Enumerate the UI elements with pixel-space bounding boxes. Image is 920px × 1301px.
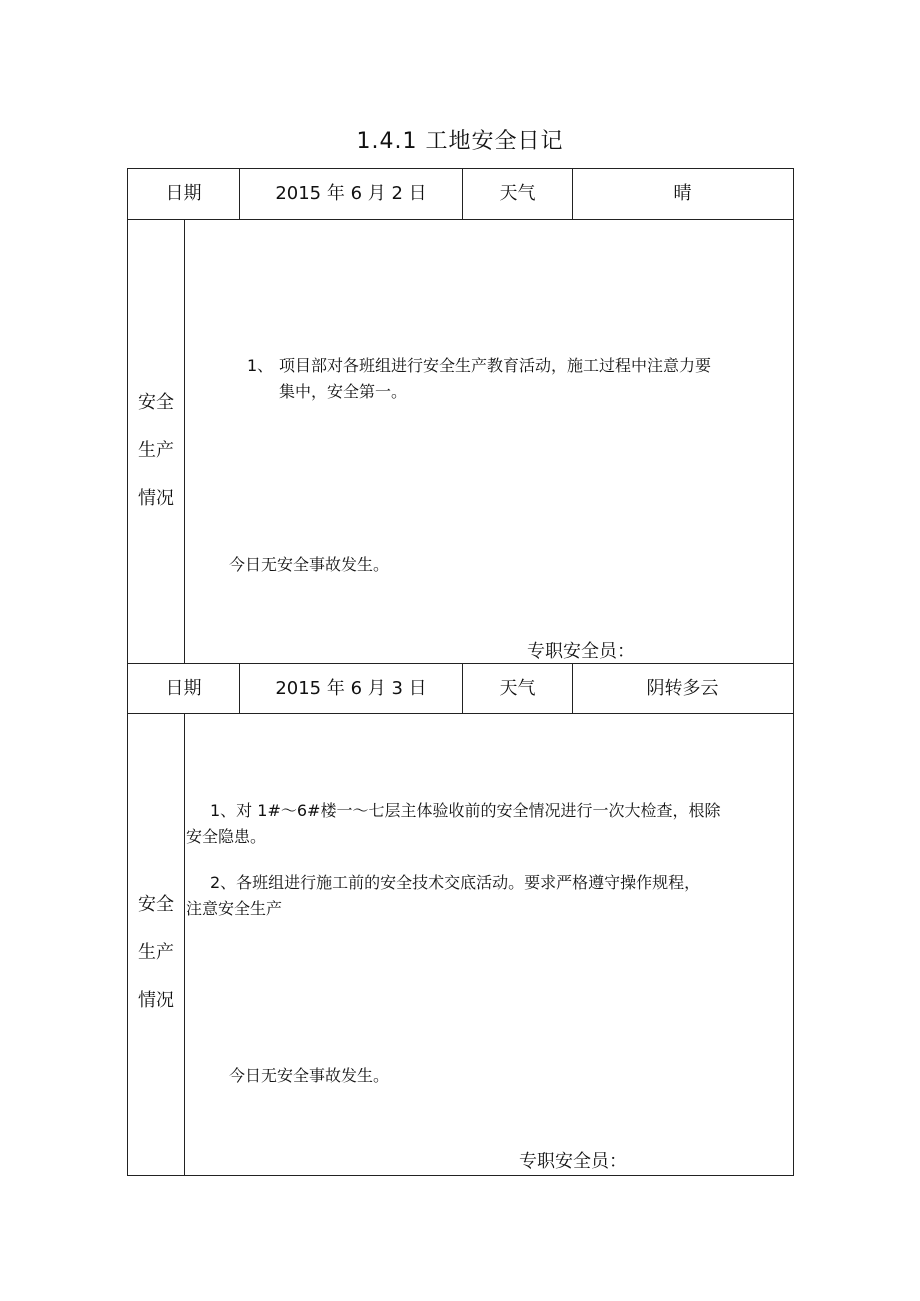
weather-value: 阴转多云	[646, 678, 719, 699]
list-item-text: 项目部对各班组进行安全生产教育活动，施工过程中注意力要	[279, 356, 712, 375]
row-divider	[127, 713, 793, 714]
row-divider	[127, 663, 793, 664]
list-item-text: 安全隐患。	[186, 827, 267, 846]
weather-value: 晴	[673, 183, 692, 204]
section-label-line: 安全	[138, 392, 174, 413]
weather-label: 天气	[499, 183, 536, 204]
list-item-text: 注意安全生产	[186, 899, 283, 918]
page-title: 1.4.1 工地安全日记	[356, 129, 564, 154]
list-item-text: 2、各班组进行施工前的安全技术交底活动。要求严格遵守操作规程，	[210, 873, 701, 892]
section-label	[127, 379, 185, 523]
section-label	[127, 881, 185, 1025]
date-value: 2015 年 6 月 3 日	[275, 678, 427, 699]
section-label-line: 安全	[138, 894, 174, 915]
section-label-line: 生产	[138, 440, 174, 461]
list-item-text: 1、对 1#～6#楼一～七层主体验收前的安全情况进行一次大检查，根除	[210, 801, 721, 820]
list-item-number: 1、	[247, 356, 274, 375]
list-item-text: 集中，安全第一。	[279, 382, 408, 401]
no-accident-note: 今日无安全事故发生。	[229, 1066, 390, 1085]
date-label: 日期	[165, 183, 202, 204]
weather-label: 天气	[499, 678, 536, 699]
section-label-line: 情况	[138, 990, 174, 1011]
safety-log-table	[127, 168, 794, 1176]
safety-officer-signature: 专职安全员：	[527, 641, 635, 662]
section-label-line: 情况	[138, 488, 174, 509]
safety-officer-signature: 专职安全员：	[519, 1151, 627, 1172]
no-accident-note: 今日无安全事故发生。	[229, 555, 390, 574]
row-divider	[127, 219, 793, 220]
date-label: 日期	[165, 678, 202, 699]
date-value: 2015 年 6 月 2 日	[275, 183, 427, 204]
section-label-line: 生产	[138, 942, 174, 963]
